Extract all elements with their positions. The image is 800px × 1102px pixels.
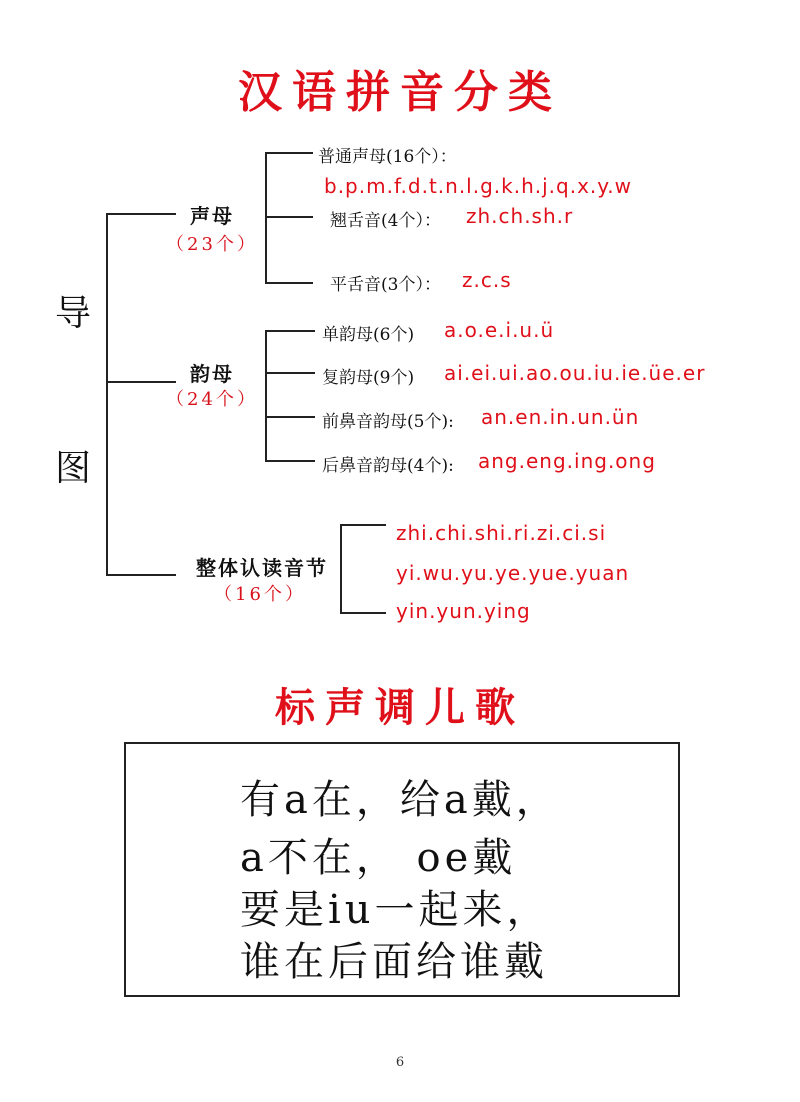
song-line-1: 有a在，给a戴， [240, 777, 560, 823]
letters-dan: a.o.e.i.u.ü [444, 318, 555, 342]
shengmu-tick-3 [265, 282, 313, 284]
yunmu-tick-3 [265, 416, 315, 418]
category-shengmu: 声母 [190, 204, 234, 228]
zhengti-row-2: yi.wu.yu.ye.yue.yuan [396, 561, 630, 585]
category-yunmu: 韵母 [190, 362, 234, 386]
tree-label-bottom: 图 [54, 448, 91, 489]
letters-pingshe: z.c.s [462, 268, 512, 292]
zhengti-row-3: yin.yun.ying [396, 599, 531, 623]
letters-qiaoshe: zh.ch.sh.r [466, 204, 574, 228]
label-pingshe: 平舌音(3个）： [330, 275, 441, 295]
label-qiaoshe: 翘舌音(4个）： [330, 211, 441, 231]
count-yunmu: （24个） [166, 389, 258, 410]
yunmu-tick-2 [265, 372, 315, 374]
zhengti-tick-2 [340, 612, 386, 614]
label-fu: 复韵母(9个) [322, 368, 415, 388]
label-qianbi: 前鼻音韵母(5个): [322, 412, 454, 432]
count-shengmu: （23个） [166, 234, 258, 255]
letters-fu: ai.ei.ui.ao.ou.iu.ie.üe.er [444, 361, 706, 385]
yunmu-tick-1 [265, 330, 315, 332]
song-title: 标声调儿歌 [275, 684, 525, 731]
song-line-4: 谁在后面给谁戴 [240, 939, 548, 985]
letters-houbi: ang.eng.ing.ong [478, 449, 656, 473]
zhengti-row-1: zhi.chi.shi.ri.zi.ci.si [396, 521, 607, 545]
zhengti-tick-1 [340, 524, 386, 526]
tree-label-top: 导 [54, 293, 91, 334]
label-dan: 单韵母(6个) [322, 325, 415, 345]
branch-line-zhengti [106, 574, 176, 576]
label-houbi: 后鼻音韵母(4个): [322, 456, 454, 476]
shengmu-tick-1 [265, 152, 313, 154]
song-line-3: 要是iu一起来， [240, 887, 551, 933]
yunmu-tick-4 [265, 460, 315, 462]
letters-putong: b.p.m.f.d.t.n.l.g.k.h.j.q.x.y.w [324, 174, 632, 198]
letters-qianbi: an.en.in.un.ün [481, 405, 640, 429]
category-zhengti: 整体认读音节 [196, 556, 328, 580]
count-zhengti: （16个） [214, 584, 306, 605]
label-putong: 普通声母(16个）： [318, 147, 457, 167]
main-trunk-line [106, 213, 108, 575]
zhengti-bracket [340, 524, 342, 612]
shengmu-tick-2 [265, 216, 313, 218]
page-number: 6 [395, 1055, 405, 1070]
page-title: 汉语拼音分类 [238, 67, 562, 118]
song-line-2: a不在， oe戴 [240, 835, 517, 881]
yunmu-bracket [265, 330, 267, 460]
